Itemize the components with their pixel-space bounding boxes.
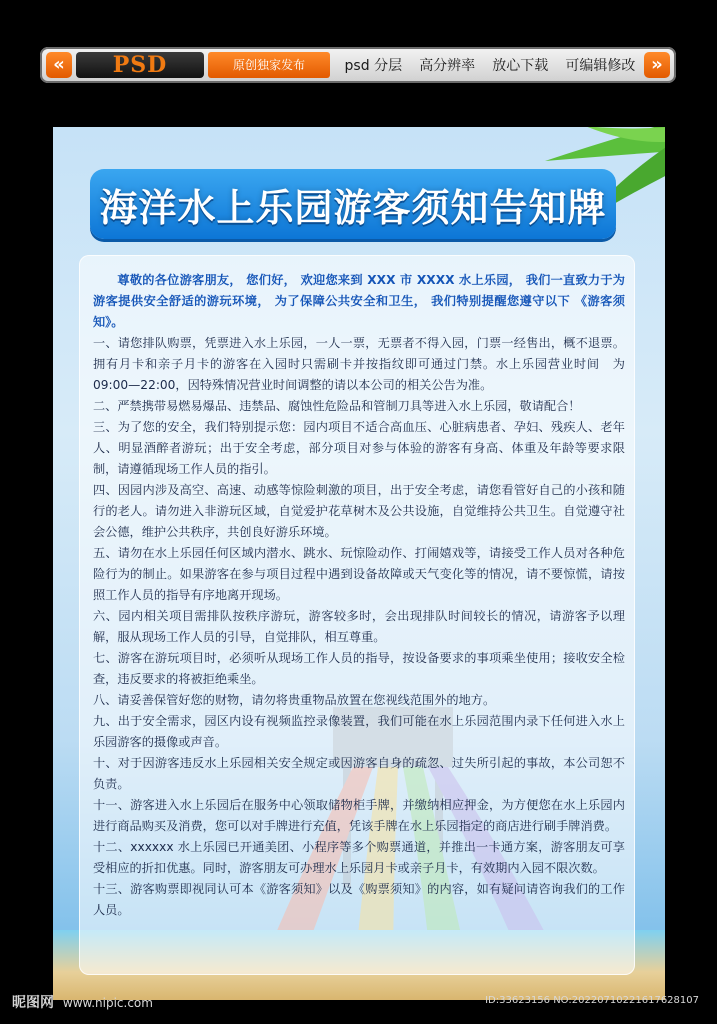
top-banner	[40, 47, 676, 83]
rule-item: 六、园内相关项目需排队按秩序游玩，游客较多时，会出现排队时间较长的情况，请游客予以理解，服从现场工作人员的引导，自觉排队，相互尊重。	[93, 609, 625, 644]
watermark-logo-text: 昵图网	[12, 995, 54, 1011]
feature-list	[336, 52, 644, 78]
poster-title: 海洋水上乐园游客须知告知牌	[99, 186, 607, 230]
rule-item: 九、出于安全需求，园区内设有视频监控录像装置，我们可能在水上乐园范围内录下任何进入水上乐园游客的摄像或声音。	[93, 714, 625, 749]
feature-download: 放心下载	[492, 58, 549, 74]
rule-item: 七、游客在游玩项目时，必须听从现场工作人员的指导，按设备要求的事项乘坐使用；接收安全检查，违反要求的将被拒绝乘坐。	[93, 651, 625, 686]
intro-paragraph: 尊敬的各位游客朋友， 您们好， 欢迎您来到 XXX 市 XXXX 水上乐园， 我们一直致力于为游客提供安全舒适的游玩环境， 为了保障公共安全和卫生， 我们特别提醒您遵守以下 《游客须知》。	[93, 273, 625, 329]
notice-content	[93, 270, 625, 921]
watermark-id: ID:33623156 NO:20220710221617628107	[485, 995, 699, 1006]
rule-item: 二、严禁携带易燃易爆品、违禁品、腐蚀性危险品和管制刀具等进入水上乐园，敬请配合！	[93, 399, 581, 413]
psd-badge: PSD	[76, 52, 204, 78]
watermark-site: www.nipic.com	[62, 996, 153, 1010]
watermark-logo	[12, 992, 153, 1012]
feature-layers: psd 分层	[344, 58, 403, 74]
feature-resolution: 高分辨率	[419, 58, 476, 74]
rule-item: 一、请您排队购票，凭票进入水上乐园，一人一票，无票者不得入园，门票一经售出，概不退票。拥有月卡和亲子月卡的游客在入园时只需刷卡并按指纹即可通过门禁。水上乐园营业时间 为 09:00—22:00，因特殊情况营业时间调整的请以本公司的相关公告为准。	[93, 336, 625, 392]
rule-item: 五、请勿在水上乐园任何区域内潜水、跳水、玩惊险动作、打闹嬉戏等，请接受工作人员对各种危险行为的制止。如果游客在参与项目过程中遇到设备故障或天气变化等的情况，请不要惊慌，请按照工作人员的指导有序地离开现场。	[93, 546, 625, 602]
notice-poster	[53, 127, 665, 1000]
left-arrow-icon: «	[46, 52, 72, 78]
original-badge: 原创独家发布	[208, 52, 330, 78]
rule-item: 十三、游客购票即视同认可本《游客须知》以及《购票须知》的内容，如有疑问请咨询我们的工作人员。	[93, 882, 625, 917]
rule-item: 十、对于因游客违反水上乐园相关安全规定或因游客自身的疏忽、过失所引起的事故，本公司恕不负责。	[93, 756, 625, 791]
feature-editable: 可编辑修改	[565, 58, 636, 74]
rule-item: 十二、xxxxxx 水上乐园已开通美团、小程序等多个购票通道，并推出一卡通方案，游客朋友可享受相应的折扣优惠。同时，游客朋友可办理水上乐园月卡或亲子月卡，有效期内入园不限次数。	[93, 840, 625, 875]
rule-item: 三、为了您的安全，我们特别提示您：园内项目不适合高血压、心脏病患者、孕妇、残疾人、老年人、明显酒醉者游玩；出于安全考虑，部分项目对参与体验的游客有身高、体重及年龄等要求限制，请遵循现场工作人员的指引。	[93, 420, 625, 476]
title-bar	[90, 169, 616, 239]
rule-item: 十一、游客进入水上乐园后在服务中心领取储物柜手牌，并缴纳相应押金，为方便您在水上乐园内进行商品购买及消费，您可以对手牌进行充值，凭该手牌在水上乐园指定的商店进行刷手牌消费。	[93, 798, 625, 833]
rule-item: 八、请妥善保管好您的财物，请勿将贵重物品放置在您视线范围外的地方。	[93, 693, 496, 707]
rule-item: 四、因园内涉及高空、高速、动感等惊险刺激的项目，出于安全考虑，请您看管好自己的小孩和随行的老人。请勿进入非游玩区域，自觉爱护花草树木及公共设施，自觉维持公共卫生。自觉遵守社会公德，维护公共秩序，共创良好游乐环境。	[93, 483, 625, 539]
right-arrow-icon: »	[644, 52, 670, 78]
